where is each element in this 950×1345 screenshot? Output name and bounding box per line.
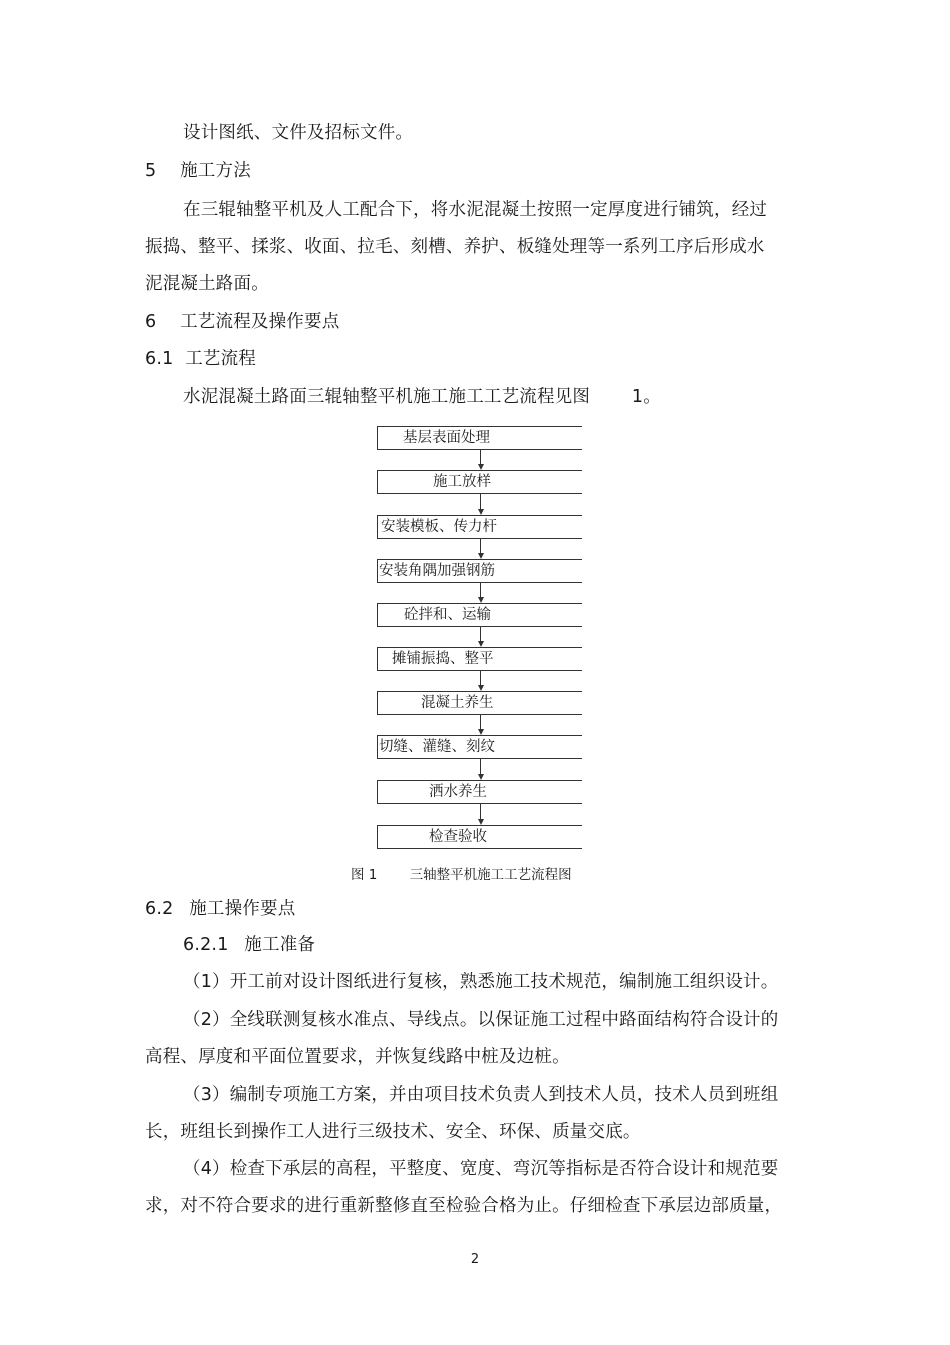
flow-step <box>377 426 582 450</box>
paragraph-line: 振捣、整平、揉浆、收面、拉毛、刻槽、养护、板缝处理等一系列工序后形成水 <box>145 237 765 257</box>
flow-step <box>377 691 582 715</box>
list-item: （4）检查下承层的高程，平整度、宽度、弯沉等指标是否符合设计和规范要 <box>183 1159 779 1179</box>
flow-intro-text: 水泥混凝土路面三辊轴整平机施工施工工艺流程见图 <box>183 387 591 407</box>
section-title: 工艺流程及操作要点 <box>180 312 340 332</box>
list-item: （2）全线联测复核水准点、导线点。以保证施工过程中路面结构符合设计的 <box>183 1010 779 1030</box>
list-item: （1）开工前对设计图纸进行复核，熟悉施工技术规范，编制施工组织设计。 <box>183 972 779 992</box>
flow-arrow <box>478 759 484 780</box>
flow-arrow <box>478 583 484 603</box>
figure-label: 图 1 <box>351 867 378 883</box>
flow-step-label: 砼拌和、运输 <box>404 607 491 623</box>
figure-caption <box>351 866 572 884</box>
page-number: 2 <box>470 1252 480 1267</box>
list-item-continuation: 求，对不符合要求的进行重新整修直至检验合格为止。仔细检查下承层边部质量， <box>145 1196 783 1216</box>
flow-step <box>377 603 582 627</box>
flow-step-label: 切缝、灌缝、刻纹 <box>379 739 495 755</box>
section-heading-6-2-1 <box>183 933 315 957</box>
paragraph-line <box>183 385 661 409</box>
flow-step-label: 基层表面处理 <box>403 430 490 446</box>
flow-step <box>377 780 582 804</box>
section-title: 施工操作要点 <box>189 899 296 919</box>
section-number: 6.2.1 <box>183 935 229 955</box>
section-title: 施工方法 <box>180 161 251 181</box>
paragraph-line: 在三辊轴整平机及人工配合下，将水泥混凝土按照一定厚度进行铺筑，经过 <box>183 200 768 220</box>
section-heading-6 <box>145 310 339 334</box>
flow-step-label: 安装模板、传力杆 <box>381 519 497 535</box>
section-number: 5 <box>145 161 157 181</box>
figure-reference: 1。 <box>631 387 661 407</box>
flow-step <box>377 825 582 849</box>
flow-step-label: 施工放样 <box>433 474 491 490</box>
flow-arrow <box>478 539 484 559</box>
flow-arrow <box>478 450 484 470</box>
flow-step <box>377 559 582 583</box>
section-number: 6.2 <box>145 899 174 919</box>
section-number: 6.1 <box>145 349 174 369</box>
flow-step <box>377 470 582 494</box>
flow-arrow <box>478 494 484 515</box>
flow-step-label: 洒水养生 <box>429 784 487 800</box>
list-item: （3）编制专项施工方案，并由项目技术负责人到技术人员，技术人员到班组 <box>183 1085 779 1105</box>
section-heading-6-1 <box>145 347 256 371</box>
paragraph-line: 设计图纸、文件及招标文件。 <box>183 123 414 143</box>
flow-arrow <box>478 671 484 691</box>
flow-arrow <box>478 627 484 647</box>
flow-step <box>377 735 582 759</box>
section-title: 工艺流程 <box>185 349 257 369</box>
section-heading-5 <box>145 159 251 183</box>
flow-step-label: 检查验收 <box>429 829 487 845</box>
section-heading-6-2 <box>145 897 295 921</box>
section-title: 施工准备 <box>244 935 316 955</box>
flow-step-label: 混凝土养生 <box>421 695 494 711</box>
flow-arrow <box>478 715 484 735</box>
list-item-continuation: 长，班组长到操作工人进行三级技术、安全、环保、质量交底。 <box>145 1122 641 1142</box>
figure-title: 三轴整平机施工工艺流程图 <box>409 867 572 883</box>
flow-arrow <box>478 804 484 825</box>
paragraph-line: 泥混凝土路面。 <box>145 274 269 294</box>
flow-step <box>377 647 582 671</box>
flow-step <box>377 515 582 539</box>
flow-step-label: 安装角隅加强钢筋 <box>379 563 495 579</box>
section-number: 6 <box>145 312 157 332</box>
flow-step-label: 摊铺振捣、整平 <box>392 651 494 667</box>
list-item-continuation: 高程、厚度和平面位置要求，并恢复线路中桩及边桩。 <box>145 1047 570 1067</box>
